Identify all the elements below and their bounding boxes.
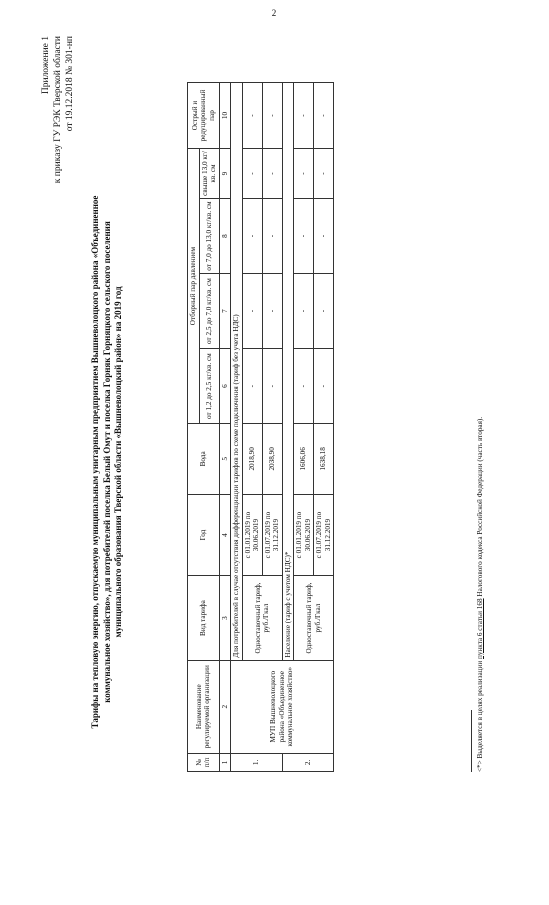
annex-line-1: Приложение 1 [41, 36, 51, 95]
col-num-8: 8 [219, 199, 231, 274]
header-year: Год [188, 494, 220, 576]
row1-period-2: с 01.07.2019 по 31.12.2019 [262, 494, 282, 576]
row1-cell: - [262, 149, 282, 199]
document-title [90, 152, 125, 772]
annex-header [40, 36, 76, 336]
col-num-3: 3 [219, 576, 231, 660]
col-num-10: 10 [219, 83, 231, 149]
row2-cell: - [294, 149, 314, 199]
footnote-suffix: Налогового кодекса Российской Федерации (часть вторая). [476, 416, 484, 597]
row2-cell: - [314, 349, 334, 424]
row1-cell: - [262, 349, 282, 424]
row1-cell: - [242, 199, 262, 274]
annex-line-3: от 19.12.2018 № 301-нп [65, 36, 75, 132]
row1-cell: - [262, 199, 282, 274]
row2-period-2: с 01.07.2019 по 31.12.2019 [314, 494, 334, 576]
row1-water-1: 2018,90 [242, 424, 262, 494]
title-line-2: коммунальное хозяйство», для потребителей поселка Белый Омут и поселка Горняк Горняцкого сельского поселения [101, 221, 112, 703]
row2-cell: - [294, 199, 314, 274]
column-number-row [219, 83, 231, 772]
footnote-prefix: <*> Выделяется в целях реализации [476, 660, 484, 772]
col-num-7: 7 [219, 274, 231, 349]
header-water: Вода [188, 424, 220, 494]
footnote-divider [471, 710, 472, 772]
row2-water-1: 1606,06 [294, 424, 314, 494]
header-steam-1: от 1,2 до 2,5 кг/кв. см [199, 349, 219, 424]
row1-cell: - [262, 274, 282, 349]
header-num: № п/п [188, 753, 220, 771]
row2-cell: - [294, 83, 314, 149]
header-sharp-steam: Острый и редуцированный пар [188, 83, 220, 149]
col-num-4: 4 [219, 494, 231, 576]
title-line-3: муниципального образования Тверской области «Вышневолоцкий район» на 2019 год [113, 286, 123, 638]
col-num-1: 1 [219, 753, 231, 771]
col-num-6: 6 [219, 349, 231, 424]
header-steam-2: от 2,5 до 7,0 кг/кв. см [199, 274, 219, 349]
row1-cell: - [242, 349, 262, 424]
row1-cell: - [262, 83, 282, 149]
row2-cell: - [314, 83, 334, 149]
row2-cell: - [314, 149, 334, 199]
row2-period-1: с 01.01.2019 по 30.06.2019 [294, 494, 314, 576]
header-type: Вид тарифа [188, 576, 220, 660]
col-num-5: 5 [219, 424, 231, 494]
row1-cell: - [242, 149, 262, 199]
row2-cell: - [294, 349, 314, 424]
row1-water-2: 2038,90 [262, 424, 282, 494]
row1-num: 1. [231, 753, 283, 771]
tariff-table [187, 82, 334, 772]
col-num-9: 9 [219, 149, 231, 199]
header-steam-group: Отборный пар давлением [188, 149, 200, 424]
header-steam-3: от 7,0 до 13,0 кг/кв. см [199, 199, 219, 274]
title-line-1: Тарифы на тепловую энергию, отпускаемую муниципальным унитарным предприятием Вышневолоцкого района «Объединенное [90, 195, 100, 729]
footnote-link[interactable]: пункта 6 статьи 168 [476, 598, 484, 659]
row2-cell: - [314, 274, 334, 349]
org-name: МУП Вышневолоцкого района «Объединенное коммунальное хозяйство» [231, 660, 334, 753]
annex-line-2: к приказу ГУ РЭК Тверской области [53, 36, 63, 184]
header-steam-4: свыше 13,0 кг/кв. см [199, 149, 219, 199]
row2-cell: - [294, 274, 314, 349]
row2-type: Одноставочный тариф, руб./Гкал [294, 576, 334, 660]
row2-cell: - [314, 199, 334, 274]
rotated-document [10, 22, 530, 892]
row1-type: Одноставочный тариф, руб./Гкал [242, 576, 282, 660]
section-heading-2: Население (тариф с учетом НДС)* [282, 83, 294, 661]
row2-num: 2. [282, 753, 334, 771]
col-num-2: 2 [219, 660, 231, 753]
footnote [476, 172, 484, 772]
section-heading-1: Для потребителей в случае отсутствия дифференциации тарифов по схеме подключения (тариф без учета НДС) [231, 83, 243, 661]
header-row-1 [188, 83, 200, 772]
row1-cell: - [242, 83, 262, 149]
row1-period-1: с 01.01.2019 по 30.06.2019 [242, 494, 262, 576]
page-number: 2 [271, 8, 277, 18]
header-org: Наименование регулируемой организации [188, 660, 220, 753]
row2-water-2: 1638,18 [314, 424, 334, 494]
table-row [231, 83, 243, 772]
row1-cell: - [242, 274, 262, 349]
